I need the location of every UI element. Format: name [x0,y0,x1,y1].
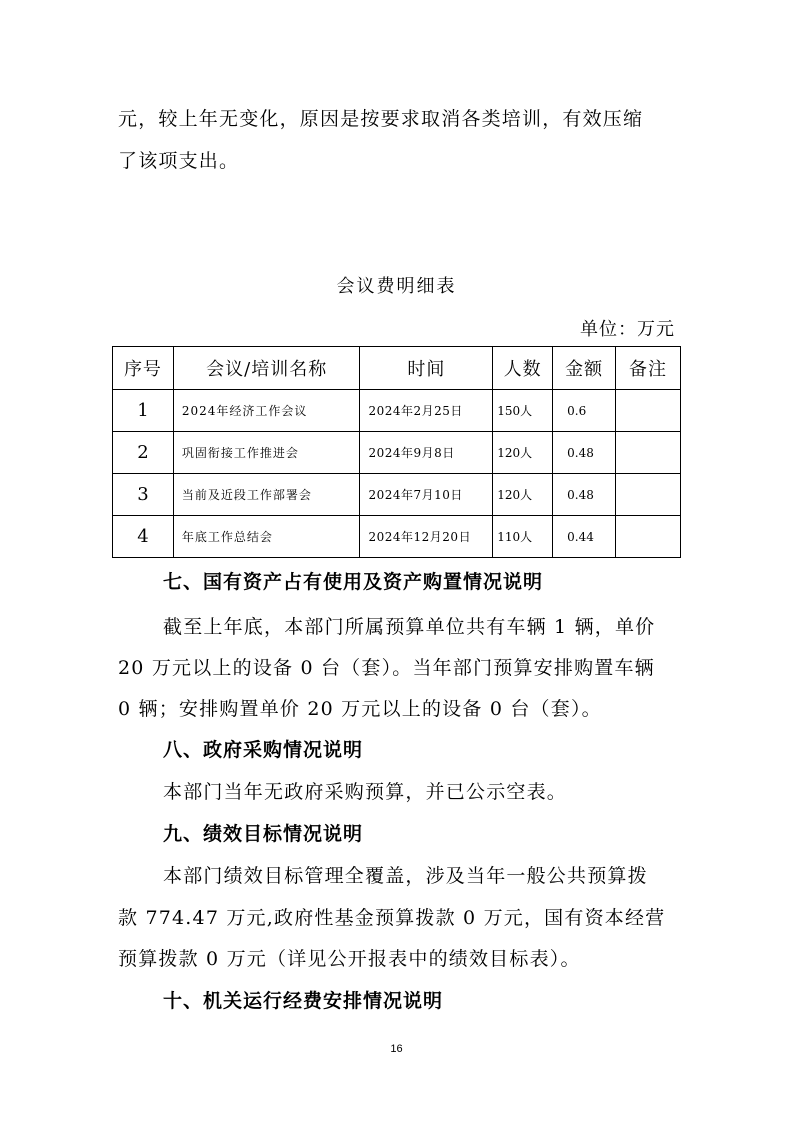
row-people: 150人 [493,390,553,432]
table-row [113,390,681,432]
section-9-line-3: 预算拨款 0 万元（详见公开报表中的绩效目标表）。 [118,948,581,970]
row-name: 当前及近段工作部署会 [173,474,360,516]
section-7-line-1: 截至上年底，本部门所属预算单位共有车辆 1 辆，单价 [163,616,656,638]
row-time: 2024年7月10日 [360,474,493,516]
row-time: 2024年2月25日 [360,390,493,432]
row-note [616,516,681,558]
section-10-heading: 十、机关运行经费安排情况说明 [163,990,444,1012]
row-people: 120人 [493,474,553,516]
table-unit: 单位：万元 [580,319,675,340]
table-row [113,474,681,516]
header-amount: 金额 [553,347,616,390]
header-name: 会议/培训名称 [173,347,360,390]
row-amount: 0.6 [553,390,616,432]
section-9-line-2: 款 774.47 万元,政府性基金预算拨款 0 万元，国有资本经营 [118,907,666,929]
intro-line-1: 元，较上年无变化，原因是按要求取消各类培训，有效压缩 [118,108,644,130]
header-index: 序号 [113,347,174,390]
row-time: 2024年12月20日 [360,516,493,558]
section-9-line-1: 本部门绩效目标管理全覆盖，涉及当年一般公共预算拨 [163,865,648,887]
table-row [113,432,681,474]
row-time: 2024年9月8日 [360,432,493,474]
table-row [113,516,681,558]
row-name: 年底工作总结会 [173,516,360,558]
row-people: 120人 [493,432,553,474]
page-number: 16 [390,1043,403,1055]
section-7-line-3: 0 辆；安排购置单价 20 万元以上的设备 0 台（套）。 [118,698,602,720]
row-name: 巩固衔接工作推进会 [173,432,360,474]
row-index: 1 [113,390,174,432]
table-header-row [113,347,681,390]
section-7-heading: 七、国有资产占有使用及资产购置情况说明 [163,571,544,593]
section-9-heading: 九、绩效目标情况说明 [163,823,364,845]
intro-line-2: 了该项支出。 [118,150,240,172]
row-index: 4 [113,516,174,558]
header-time: 时间 [360,347,493,390]
header-note: 备注 [616,347,681,390]
row-amount: 0.48 [553,474,616,516]
row-index: 2 [113,432,174,474]
row-amount: 0.44 [553,516,616,558]
row-people: 110人 [493,516,553,558]
table-title: 会议费明细表 [336,276,457,297]
row-note [616,432,681,474]
row-note [616,390,681,432]
row-name: 2024年经济工作会议 [173,390,360,432]
header-people: 人数 [493,347,553,390]
row-amount: 0.48 [553,432,616,474]
section-8-heading: 八、政府采购情况说明 [163,739,364,761]
row-note [616,474,681,516]
row-index: 3 [113,474,174,516]
section-7-line-2: 20 万元以上的设备 0 台（套）。当年部门预算安排购置车辆 [118,657,655,679]
section-8-line-1: 本部门当年无政府采购预算，并已公示空表。 [163,781,568,803]
meeting-expense-table [112,346,681,558]
